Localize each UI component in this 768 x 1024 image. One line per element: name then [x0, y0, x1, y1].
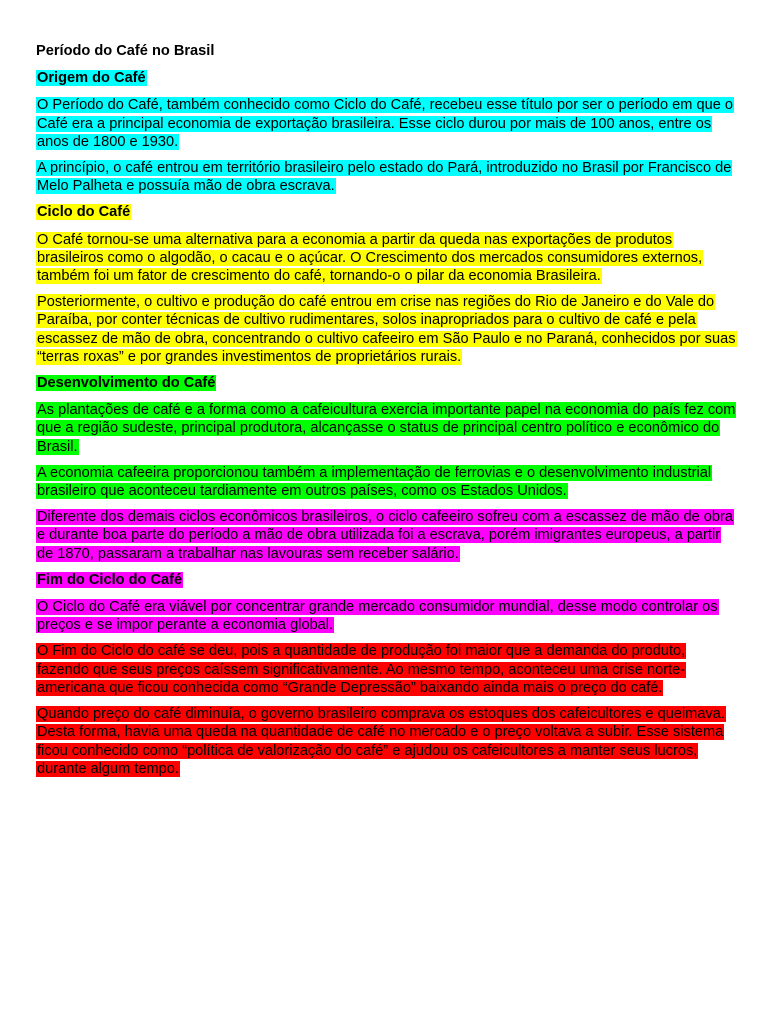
paragraph: [36, 401, 736, 456]
paragraph-text: Diferente dos demais ciclos econômicos brasileiros, o ciclo cafeeiro sofreu com a escassez de mão de obra e durante boa parte do período a mão de obra utilizada foi a escrava, porém imigrantes europeus, a partir de 1870, passaram a trabalhar nas lavouras sem receber salário.: [37, 509, 733, 562]
paragraph-text: Posteriormente, o cultivo e produção do café entrou em crise nas regiões do Rio de Janeiro e do Vale do Paraíba, por conter técnicas de cultivo rudimentares, solos inapropriados para o cultivo de café e pela escassez de mão de obra, concentrando o cultivo cafeeiro em São Paulo e no Paraná, conhecidos por suas “terras roxas” e por grandes investimentos de proprietários rurais.: [37, 294, 736, 365]
document-body: [36, 42, 736, 786]
paragraph-text: O Café tornou-se uma alternativa para a economia a partir da queda nas exportações de produtos brasileiros como o algodão, o cacau e o açúcar. O Crescimento dos mercados consumidores externos, também foi um fator de crescimento do café, tornando-o o pilar da economia Brasileira.: [37, 231, 703, 285]
paragraph: [36, 96, 736, 151]
heading-text: Origem do Café: [37, 70, 146, 87]
paragraph-text: A princípio, o café entrou em território brasileiro pelo estado do Pará, introduzido no Brasil por Francisco de Melo Palheta e possuía mão de obra escrava.: [37, 160, 732, 195]
paragraph: [36, 159, 736, 195]
paragraph: [36, 464, 736, 500]
paragraph-text: O Ciclo do Café era viável por concentrar grande mercado consumidor mundial, desse modo controlar os preços e se impor perante a economia global.: [37, 599, 718, 634]
paragraph-text: Quando preço do café diminuía, o governo brasileiro comprava os estoques dos cafeicultores e queimava. Desta forma, havia uma queda na quantidade de café no mercado e o preço voltava a subir. Esse sistema ficou conhecido como “política de valorização do café” e ajudou os cafeicultores a manter seus lucros, durante algum tempo.: [37, 706, 725, 777]
paragraph-text: O Fim do Ciclo do café se deu, pois a quantidade de produção foi maior que a demanda do produto, fazendo que seus preços caíssem significativamente. Ao mesmo tempo, aconteceu uma crise norte-americana que ficou conhecida como “Grande Depressão” baixando ainda mais o preço do café.: [37, 643, 686, 696]
paragraph: [36, 293, 736, 366]
paragraph-text: As plantações de café e a forma como a cafeicultura exercia importante papel na economia do país fez com que a região sudeste, principal produtora, alcançasse o status de principal centro político e econômico do Brasil.: [37, 402, 736, 455]
section-heading-desenvolvimento: [36, 374, 736, 392]
paragraph: [36, 508, 736, 563]
paragraph: [36, 705, 736, 778]
document-title: Período do Café no Brasil: [36, 43, 215, 59]
heading-text: Desenvolvimento do Café: [37, 375, 216, 392]
heading-text: Fim do Ciclo do Café: [37, 571, 183, 588]
heading-text: Ciclo do Café: [37, 204, 131, 221]
paragraph-text: O Período do Café, também conhecido como Ciclo do Café, recebeu esse título por ser o período em que o Café era a principal economia de exportação brasileira. Esse ciclo durou por mais de 100 anos, entre os anos de 1800 e 1930.: [37, 97, 734, 150]
paragraph: [36, 598, 736, 634]
paragraph: [36, 642, 736, 697]
section-heading-fim: [36, 571, 736, 589]
paragraph-text: A economia cafeeira proporcionou também a implementação de ferrovias e o desenvolvimento industrial brasileiro que aconteceu tardiamente em outros países, como os Estados Unidos.: [37, 464, 712, 500]
section-heading-origem: [36, 69, 736, 87]
section-heading-ciclo: [36, 203, 736, 221]
paragraph: [36, 231, 736, 286]
